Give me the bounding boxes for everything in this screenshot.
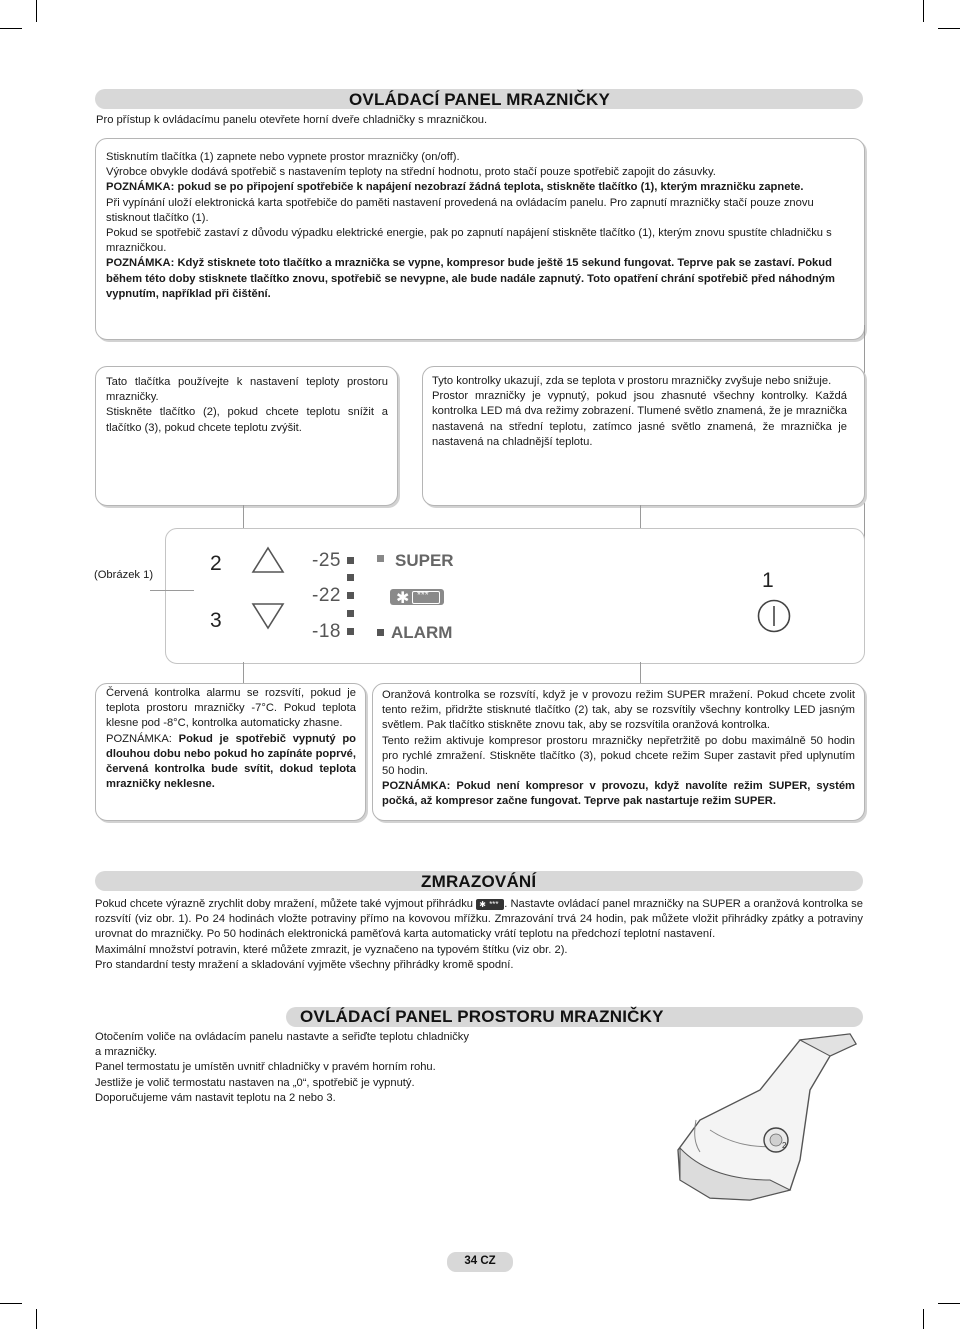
leader-line [150,590,194,591]
snowflake-icon: ✱ [396,590,410,607]
note: POZNÁMKA: Když stisknete toto tlačítko a mraznička se vypne, kompresor bude ještě 15 sekund fungovat. Teprve pak se zastaví. Pokud během této doby stisknete tlačítko znovu, spotřebič se nevypne, ale bude nadále zapnutý. Toto opatření chrání spotřebič před náhodným vypnutím, například při čištění. [106,257,835,300]
paragraph: Oranžová kontrolka se rozsvítí, když je v provozu režim SUPER mražení. Pokud chcete zvolit tento režim, přidržte stisknuté tlačítko (2) tak, aby se rozsvítily všechny kontrolky LED jasným světlem. Pak tlačítko stiskněte znovu tak, aby se rozsvítila oranžová kontrolka. [382,689,855,732]
crop-mark [36,0,37,22]
paragraph: Při vypínání uloží elektronická karta spotřebiče do paměti nastavení provedená na ovládacím panelu. Pro zapnutí mrazničky stačí pouze znovu stisknout tlačítko (1). [106,196,814,224]
leds-info-text [432,374,847,450]
paragraph: Stiskněte tlačítko (2), pokud chcete teplotu snížit a tlačítko (3), pokud chcete teplotu zvýšit. [106,406,388,434]
super-led [377,555,384,562]
freezer-drawer-badge: ✱ *** [476,899,504,910]
temp-label: -18 [312,621,341,642]
note-label: POZNÁMKA: [106,732,172,745]
led-indicator [347,628,354,635]
dial-digit: 2 [782,1141,787,1150]
figure-label: (Obrázek 1) [94,569,154,581]
led-indicator [347,557,354,564]
paragraph: Doporučujeme vám nastavit teplotu na 2 nebo 3. [95,1091,336,1104]
paragraph: Tyto kontrolky ukazují, zda se teplota v prostoru mrazničky zvyšuje nebo snižuje. [432,375,832,387]
paragraph: Panel termostatu je umístěn uvnitř chladničky v pravém horním rohu. [95,1061,436,1074]
freezing-text [95,897,863,973]
paragraph: Pro standardní testy mražení a skladování vyjměte všechny přihrádky kromě spodní. [95,958,514,971]
paragraph: Otočením voliče na ovládacím panelu nastavte a seřiďte teplotu chladničky a mrazničky. [95,1031,469,1059]
button-number-2: 2 [210,552,222,575]
page-title: OVLÁDACÍ PANEL MRAZNIČKY [349,90,611,109]
crop-mark [923,1309,924,1329]
paragraph: Tato tlačítka používejte k nastavení teploty prostoru mrazničky. [106,376,388,404]
super-freeze-badge [390,589,444,605]
crop-mark [0,1303,22,1304]
buttons-info-text [106,375,388,436]
crop-mark [923,0,924,22]
crop-mark [938,1303,960,1304]
connector-line [640,662,641,684]
led-indicator [347,592,354,599]
crop-mark [938,28,960,29]
stars-label: *** [417,590,429,601]
connector-line [243,662,244,684]
super-label: SUPER [395,551,454,570]
paragraph: Červená kontrolka alarmu se rozsvítí, pokud je teplota prostoru mrazničky -7°C. Pokud teplota klesne pod -8°C, kontrolka automaticky zhasne. [106,687,356,730]
temperature-up-button[interactable] [250,601,286,631]
intro-box-text [106,150,856,302]
temp-label: -22 [312,585,341,606]
triangle-down-icon [253,604,283,628]
paragraph: Tento režim aktivuje kompresor prostoru mrazničky nepřetržitě po dobu maximálně 50 hodin pro rychlé zmražení. Stiskněte tlačítko (3), pokud chcete režim Super zastavit před uplynutím 50 hodin. [382,734,855,778]
on-off-button[interactable] [756,598,792,634]
alarm-info-text [106,686,356,792]
thermostat-panel-illustration [640,1030,870,1210]
temperature-down-button[interactable] [250,545,286,575]
note: POZNÁMKA: pokud se po připojení spotřebiče k napájení nezobrazí žádná teplota, stiskněte tlačítko (1), kterým mrazničku zapnete. [106,181,804,194]
crop-mark [0,28,22,29]
temp-label: -25 [312,550,341,571]
page-number: 34 CZ [464,1255,496,1267]
note-text: Pokud je spotřebič vypnutý po dlouhou dobu nebo pokud ho zapínáte poprvé, červená kontrolka bude svítit, dokud teplota mrazničky neklesne. [106,732,356,791]
paragraph: Jestliže je volič termostatu nastaven na „0“, spotřebič je vypnutý. [95,1076,415,1089]
led-indicator [347,610,354,617]
button-number-3: 3 [210,609,222,632]
alarm-label: ALARM [391,623,453,642]
paragraph: Výrobce obvykle dodává spotřebič s nastavením teploty na střední hodnotu, proto stačí pouze spotřebič zapojit do zásuvky. [106,166,716,179]
section-title: ZMRAZOVÁNÍ [421,872,537,891]
crop-mark [36,1309,37,1329]
note [106,732,356,793]
triangle-up-icon [253,548,283,572]
paragraph: Prostor mrazničky je vypnutý, pokud jsou zhasnuté všechny kontrolky. Každá kontrolka LED má dva režimy zobrazení. Tlumené světlo znamená, že je mraznička nastavená na střední teplotu, zatímco jasné světlo znamená, že mraznička je nastavená na chladnější teplotu. [432,390,847,448]
paragraph: Maximální množství potravin, které můžete zmrazit, je vyznačeno na typovém štítku (viz obr. 2). [95,943,568,956]
led-indicator [347,574,354,581]
fridge-panel-text [95,1030,469,1106]
super-info-text [382,688,855,810]
intro-text: Pro přístup k ovládacímu panelu otevřete horní dveře chladničky s mrazničkou. [96,114,488,126]
snowflake-icon: ✱ [479,899,486,909]
paragraph: Pokud chcete výrazně zrychlit doby mražení, můžete také vyjmout přihrádku ✱ *** . Nastavte ovládací panel mrazničky na SUPER a oranžová kontrolka se rozsvítí (viz obr. 1). Po 24 hodinách vložte potraviny přímo na kovovou mřížku. Zmrazování trvá 24 hodin, pak můžete vložit přihrádky zpátky a potraviny urovnat do mrazničky. Po 50 hodinách elektronická paměťová karta automaticky vrátí teplotu na předchozí teplotní nastavení. [95,898,863,941]
section-title: OVLÁDACÍ PANEL PROSTORU MRAZNIČKY [300,1007,664,1026]
alarm-led [377,629,384,636]
paragraph: Pokud se spotřebič zastaví z důvodu výpadku elektrické energie, pak po zapnutí napájení stiskněte tlačítko (1), kterým znovu spustíte chladničku s mrazničkou. [106,227,832,255]
button-number-1: 1 [762,569,774,592]
note: POZNÁMKA: Pokud není kompresor v provozu, když navolíte režim SUPER, systém počká, až kompresor začne fungovat. Teprve pak nastartuje režim SUPER. [382,780,855,808]
paragraph: Stisknutím tlačítka (1) zapnete nebo vypnete prostor mrazničky (on/off). [106,151,460,163]
